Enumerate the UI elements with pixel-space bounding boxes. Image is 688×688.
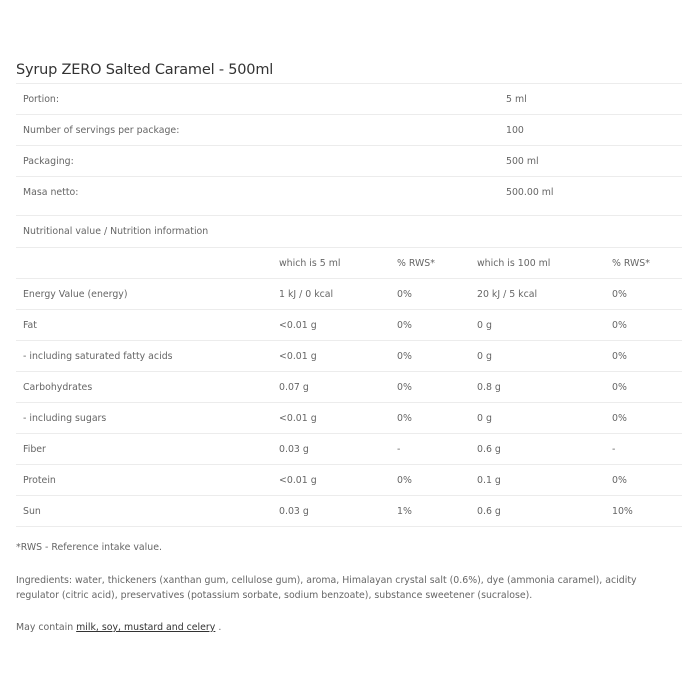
nutrition-row (16, 279, 682, 310)
info-value: 500.00 ml (506, 177, 682, 208)
nutrient-value: <0.01 g (279, 465, 397, 496)
nutrient-value: <0.01 g (279, 310, 397, 341)
nutrient-rws: 0% (397, 310, 477, 341)
nutrient-rws: 0% (612, 341, 682, 372)
nutrient-value: 0.6 g (477, 496, 612, 527)
nutrient-name: - including saturated fatty acids (16, 341, 279, 372)
nutrient-rws: 0% (397, 403, 477, 434)
nutrient-value: 1 kJ / 0 kcal (279, 279, 397, 310)
nutrition-row (16, 465, 682, 496)
nutrient-rws: 0% (397, 372, 477, 403)
allergens-suffix: . (215, 622, 222, 633)
info-row-net-mass (16, 177, 682, 208)
info-row-servings (16, 115, 682, 146)
info-value: 100 (506, 115, 682, 146)
product-info-panel (16, 59, 682, 635)
nutrient-rws: 0% (612, 279, 682, 310)
nutrient-name: Sun (16, 496, 279, 527)
nutrition-row (16, 403, 682, 434)
nutrient-value: 0 g (477, 341, 612, 372)
nutrient-value: 0.03 g (279, 496, 397, 527)
info-value: 500 ml (506, 146, 682, 177)
nutrition-table (16, 247, 682, 527)
info-label: Packaging: (16, 146, 506, 177)
allergens-note (16, 620, 682, 635)
info-row-portion (16, 84, 682, 115)
nutrient-rws: 0% (397, 279, 477, 310)
nutrient-name: - including sugars (16, 403, 279, 434)
allergens-prefix: May contain (16, 622, 77, 633)
rws-note: *RWS - Reference intake value. (16, 542, 162, 553)
nutrient-name: Fiber (16, 434, 279, 465)
nutrition-row (16, 310, 682, 341)
info-label: Portion: (16, 84, 506, 115)
nutrition-row (16, 372, 682, 403)
nutrient-rws: 0% (612, 465, 682, 496)
nutrition-row (16, 434, 682, 465)
nutrient-rws: - (612, 434, 682, 465)
nutrition-header-row (16, 248, 682, 279)
nutrition-header-cell (16, 248, 279, 279)
nutrient-rws: 0% (612, 403, 682, 434)
nutrient-name: Protein (16, 465, 279, 496)
nutrition-row (16, 341, 682, 372)
nutrition-title: Nutritional value / Nutrition information (16, 215, 682, 247)
nutrition-header-cell: which is 100 ml (477, 248, 612, 279)
nutrition-row (16, 496, 682, 527)
info-label: Masa netto: (16, 177, 506, 208)
nutrition-header-cell: % RWS* (397, 248, 477, 279)
nutrient-value: <0.01 g (279, 403, 397, 434)
nutrient-value: <0.01 g (279, 341, 397, 372)
product-info-table (16, 83, 682, 207)
info-label: Number of servings per package: (16, 115, 506, 146)
nutrient-name: Fat (16, 310, 279, 341)
nutrition-header-cell: which is 5 ml (279, 248, 397, 279)
nutrient-rws: - (397, 434, 477, 465)
nutrient-rws: 0% (397, 465, 477, 496)
ingredients-text: Ingredients: water, thickeners (xanthan gum, cellulose gum), aroma, Himalayan crystal salt (0.6%), dye (ammonia caramel), acidity regulator (citric acid), preservatives (potassium sorbate, sodium benzoate), substance sweetener (sucralose). (16, 575, 637, 601)
nutrient-rws: 0% (612, 310, 682, 341)
nutrient-rws: 0% (397, 341, 477, 372)
nutrient-rws: 10% (612, 496, 682, 527)
nutrient-value: 0.07 g (279, 372, 397, 403)
info-row-packaging (16, 146, 682, 177)
product-title: Syrup ZERO Salted Caramel - 500ml (16, 62, 274, 78)
nutrient-value: 0.1 g (477, 465, 612, 496)
nutrient-value: 0.8 g (477, 372, 612, 403)
nutrition-header-cell: % RWS* (612, 248, 682, 279)
nutrient-value: 0.6 g (477, 434, 612, 465)
nutrient-value: 20 kJ / 5 kcal (477, 279, 612, 310)
nutrient-value: 0.03 g (279, 434, 397, 465)
nutrient-value: 0 g (477, 310, 612, 341)
nutrient-rws: 0% (612, 372, 682, 403)
info-value: 5 ml (506, 84, 682, 115)
nutrient-value: 0 g (477, 403, 612, 434)
nutrient-name: Energy Value (energy) (16, 279, 279, 310)
nutrient-name: Carbohydrates (16, 372, 279, 403)
nutrient-rws: 1% (397, 496, 477, 527)
allergens-link[interactable]: milk, soy, mustard and celery (76, 622, 216, 633)
